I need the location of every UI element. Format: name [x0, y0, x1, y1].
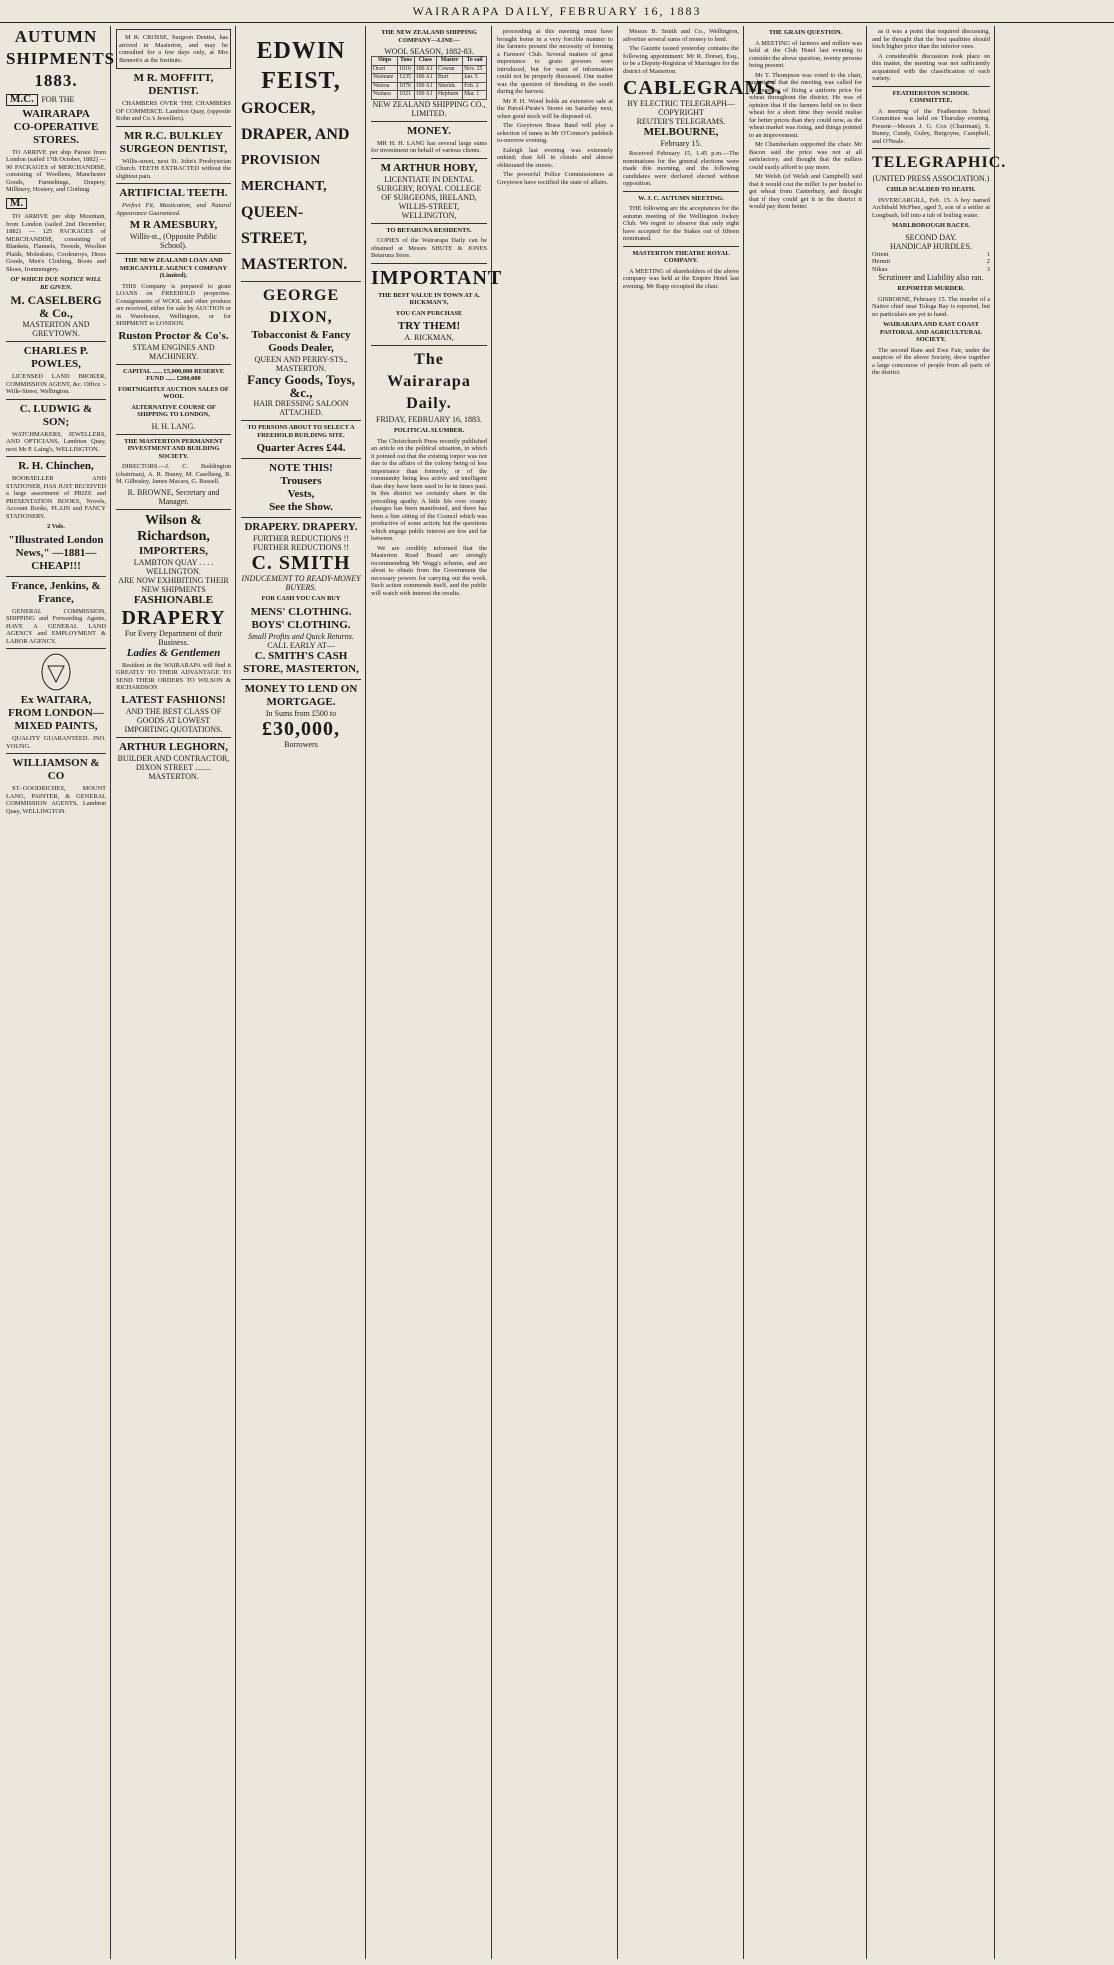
table-cell: 1016	[398, 65, 414, 74]
slumber-title: POLITICAL SLUMBER.	[393, 427, 465, 434]
col5-body-5: The powerful Police Commissioners at Greytown have rectified the state of affairs.	[497, 171, 613, 186]
drapery-title: DRAPERY	[121, 606, 226, 629]
legorn-sub: BUILDER AND CONTRACTOR, DIXON STREET ........ MASTERTON.	[117, 753, 230, 781]
table-cell: Waimate	[372, 74, 398, 83]
vols-label: 2 Vols.	[47, 523, 65, 530]
trythem-label: TRY THEM!	[397, 320, 461, 332]
column-8	[868, 26, 1007, 1959]
persons-label: TO PERSONS ABOUT TO SELECT A FREEHOLD BUILDING SITE.	[247, 424, 355, 439]
note-this: NOTE THIS!	[269, 462, 333, 474]
waitara-title: Ex WAITARA, FROM LONDON—MIXED PAINTS,	[8, 694, 104, 732]
col8-body-2: A considerable discussion took place on this matter, the meeting was not sufficiently acquainted with the classification of each variety.	[872, 52, 990, 82]
dixon-name: GEORGE DIXON,	[262, 287, 340, 326]
advantage-body: Resident in the WAIRARAPA will find it GREATLY TO THEIR ADVANTAGE TO SEND THEIR ORDERS TO WILSON & RICHARDSON	[116, 661, 231, 691]
cash-label: FOR CASH YOU CAN BUY	[261, 595, 341, 602]
theatre-title: MASTERTON THEATRE ROYAL COMPANY.	[632, 249, 730, 264]
column-rule	[866, 26, 867, 1959]
column-rule	[743, 26, 744, 1959]
featherston-title: FEATHERSTON SCHOOL COMMITTEE.	[892, 89, 970, 104]
money-title: MONEY.	[407, 124, 451, 137]
tobacconist-label: Tobacconist & Fancy Goods Dealer,	[251, 329, 351, 354]
table-header-cell: Ships	[372, 57, 398, 66]
draper-label: DRAPER, AND	[241, 126, 350, 143]
table-cell: Mar. 1	[463, 91, 487, 100]
table-row	[372, 74, 487, 83]
race-results	[872, 251, 990, 274]
lowest-quotations: AND THE BEST CLASS OF GOODS AT LOWEST IMPORTING QUOTATIONS.	[124, 706, 223, 734]
col5-body-2: Mr P. H. Wood holds an extensive sale at the Parcel-Pirate's Stores on Saturday next, when good stock will be disposed of.	[497, 97, 613, 120]
daily-title: The Wairarapa Daily.	[387, 351, 471, 412]
call-early: CALL EARLY AT—	[267, 640, 335, 650]
willis-street: WILLIS-STREET, WELLINGTON,	[398, 201, 460, 220]
scalded-title: CHILD SCALDED TO DEATH.	[886, 186, 976, 193]
feist-name: EDWIN FEIST,	[256, 38, 346, 94]
shipment-ad-2: TO ARRIVE per ship Mountain, from London (sailed 2nd December, 1882) — 125 PACKAGES of MERCHANDISE, consisting of Blankets, Flannels, Tweeds, Woollen Plaids, Moleskins, Cordeuroys, Dress Goods, Men's Clothing, Boots and Shoes, Ironmongery.	[6, 213, 106, 273]
race-result	[872, 266, 990, 274]
williamson-title: WILLIAMSON & CO	[12, 757, 100, 782]
table-cell: Hepburn	[437, 91, 463, 100]
youcan-label: YOU CAN PURCHASE	[395, 309, 463, 317]
france-body: GENERAL COMMISSION, SHIPPING and Forwarding Agents, HAVE A GENERAL LAND AGENCY and EMPLOYMENT & LABOR AGENCY.	[6, 607, 106, 645]
race-result	[872, 258, 990, 266]
col5-body-3: The Greytown Brass Band will play a selection of tunes in Mr O'Connor's paddock to-morrow evening.	[497, 122, 613, 144]
notice-tagline: OF WHICH DUE NOTICE WILL BE GIVEN.	[10, 276, 102, 291]
drapery-drapery: DRAPERY. DRAPERY.	[244, 521, 358, 533]
hoby-title: M ARTHUR HOBY,	[380, 161, 478, 174]
nzloan-body: THIS Company is prepared to grant LOANS on FREEHOLD properties. Consignments of WOOL and other produce are received, either for sale by AUCTION or in Warehouse, Wellington, or for SHIPMENT to LONDON.	[116, 282, 231, 327]
featherston-body: A meeting of the Featherston School Committee was held on Thursday evening. Present—Messrs J. G. Cox (Chairman), S. Bunny, Cundy, Guley, Burgoyne, Campbell, and O'Neale.	[872, 107, 990, 145]
col6-body-2: The Gazette issued yesterday contains the following appointment: Mr R. Dorset, Esq., to be a Deputy-Registrar of Marriages for the district of Masterton.	[623, 45, 739, 75]
ludwig-title: C. LUDWIG & SON;	[19, 402, 93, 428]
capital-line: CAPITAL ...... £5,000,000 RESERVE FUND ...... £200,000	[122, 367, 225, 382]
race-result	[872, 251, 990, 259]
legorn-title: ARTHUR LEGHORN,	[118, 740, 228, 753]
autumn-meeting-title: W. J. C. AUTUMN MEETING.	[638, 194, 724, 202]
chinchen-title: R. H. Chinchen,	[18, 460, 94, 472]
caselberg-location: MASTERTON AND GREYTOWN.	[22, 320, 90, 338]
murder-title: REPORTED MURDER.	[897, 285, 965, 292]
alternative-shipping: ALTERNATIVE COURSE OF SHIPPING TO LONDON,	[131, 403, 216, 418]
horse-name: Hermit	[872, 258, 891, 265]
table-cell: 100 A1	[414, 82, 436, 91]
latest-fashions: LATEST FASHIONS!	[121, 693, 226, 706]
column-4	[367, 26, 503, 1959]
masterton-label: MASTERTON.	[241, 256, 348, 273]
grain-title: THE GRAIN QUESTION.	[768, 29, 843, 36]
queen-street-label: QUEEN-STREET,	[241, 204, 307, 247]
autumn-meeting-body: THE following are the acceptances for the autumn meeting of the Wellington Jockey Club. We regret to observe that only eight have accepted for the Stakes out of fifteen nominated.	[623, 205, 739, 242]
table-header-cell: Class	[414, 57, 436, 66]
reductions-label: FURTHER REDUCTIONS !! FURTHER REDUCTIONS !!	[253, 534, 349, 552]
table-cell: Cowan	[437, 65, 463, 74]
table-cell: 100 A1	[414, 65, 436, 74]
murder-body: GISBORNE, February 15. The murder of a Native chief near Tologa Bay is reported, but no particulars are yet to hand.	[872, 295, 990, 318]
lang-sign: H. H. LANG.	[151, 421, 196, 431]
column-rule	[617, 26, 618, 1959]
col5-body-1: proceeding at this meeting must have brought home in a very forcible manner to the farmers present the necessity of forming a Farmers' Club. Several matters of great importance to grain growers were introduced, but for want of information could not be properly discussed. One matter was the question of threshing in the south during the harvest.	[497, 28, 613, 95]
for-the: FOR THE	[41, 95, 75, 104]
horse-name: Orient	[872, 250, 889, 258]
grain-body-1: A MEETING of farmers and millers was held at the Club Hotel last evening to consider the above question, twenty persons being present.	[749, 39, 862, 69]
second-day: SECOND DAY.	[905, 232, 957, 242]
value-label: THE BEST VALUE IN TOWN AT A. RICKMAN'S,	[378, 291, 480, 306]
scratched-label: Scrutineer and Liability also ran.	[878, 273, 984, 282]
artificial-teeth-title: ARTIFICIAL TEETH.	[119, 187, 228, 199]
rickman-sign: A. RICKMAN,	[404, 333, 454, 342]
cash-store: C. SMITH'S CASH STORE, MASTERTON,	[243, 649, 359, 675]
bulkley-body: Willis-street, next St. John's Presbyterian Church. TEETH EXTRACTED without the slightest pain.	[116, 157, 231, 180]
scalded-body: INVERCARGILL, Feb. 15. A boy named Archibald McPhee, aged 5, son of a settler at Longbush, fell into a tub of boiling water.	[872, 196, 990, 219]
caselberg-company: M. CASELBERG & Co.,	[10, 293, 102, 320]
table-cell: Waitara	[372, 91, 398, 100]
co-operative-stores: CO-OPERATIVE STORES.	[13, 120, 99, 146]
crest-icon	[36, 652, 76, 692]
pastoral-title: WAIRARAPA AND EAST COAST PASTORAL AND AGRICULTURAL SOCIETY.	[879, 321, 983, 343]
press-label: (UNITED PRESS ASSOCIATION.)	[872, 174, 990, 183]
slumber-body-1: The Christchurch Press recently published an article on the political situation, in which it pointed out that the existing torpor was not due to the affairs of the colony being of less importance than formerly, or of the community being less active and intelligent than they have been used to be in times past. In this district we certainly share in the prevailing apathy. A little life over county changes has been manifested, and there has been a fine sitting of the Council which was productive of some action; but the questions which engage public interest are few and far between.	[371, 437, 487, 542]
table-cell: 100 A1	[414, 91, 436, 100]
permanent-society: THE MASTERTON PERMANENT INVESTMENT AND BUILDING SOCIETY.	[124, 437, 223, 460]
melbourne-label: MELBOURNE,	[643, 126, 719, 138]
borrowers-label: Borrowers	[284, 739, 318, 749]
nz-shipping-co: NEW ZEALAND SHIPPING CO., LIMITED.	[372, 99, 486, 118]
m-badge: M.	[6, 198, 27, 210]
col5-body-4: Ealeigh last evening was extremely unkind; dust fell in clouds and almost obliterated the streets.	[497, 146, 613, 169]
feb15-label: February 15.	[660, 139, 702, 148]
table-cell: 1076	[398, 82, 414, 91]
col8-body-1: as it was a point that required discussing, and he thought that the best qualities should fetch higher price than the inferior ones.	[872, 28, 990, 50]
table-row	[372, 82, 487, 91]
table-cell: Feb. 2	[463, 82, 487, 91]
pastoral-body: The second Ram and Ewe Fair, under the auspices of the above Society, drew together a large concourse of people from all parts of the district.	[872, 346, 990, 376]
fashionable-label: FASHIONABLE	[133, 593, 214, 606]
column-rule	[994, 26, 995, 1959]
bycable-label: BY ELECTRIC TELEGRAPH—COPYRIGHT	[627, 99, 735, 117]
column-3	[237, 26, 365, 1959]
quarter-acres: Quarter Acres £44.	[256, 442, 346, 454]
reuters-label: REUTER'S TELEGRAMS.	[636, 117, 726, 126]
table-header-cell: To sail	[463, 57, 487, 66]
horse-place: 1	[986, 250, 990, 258]
grocer-label: GROCER,	[241, 100, 316, 117]
mc-badge: M.C.	[6, 94, 38, 106]
mens-clothing: MENS' CLOTHING.	[250, 605, 352, 618]
grain-body-2: Mr T. Thompson was voted to the chair, and stated that the meeting was called for the purpose of fixing a uniform price for wheat throughout the district. He was of opinion that if the farmers held on to their wheat for a short time they would realise far better prices than they could now, as the wheat market was rising, and things pointed to an improvement.	[749, 71, 862, 139]
table-cell: Burt	[437, 74, 463, 83]
dentist-label: LICENTIATE IN DENTAL SURGERY, ROYAL COLLEGE OF SURGEONS, IRELAND,	[376, 174, 482, 202]
horse-place: 2	[986, 258, 990, 265]
chinchen-body: BOOKSELLER AND STATIONER, HAS JUST RECEIVED a large assortment of PRIZE and PRESENTATION BOOKS, Novels, Account Books, PLAIN and FANCY STATIONERY.	[6, 475, 106, 520]
williamson-body: ST.-GOODRICHES, MOUNT LANG, PAINTER, & GENERAL COMMISSION AGENTS, Lambton Quay, WELLINGTON.	[6, 785, 106, 815]
sums-label: In Sums from £500 to	[265, 708, 337, 718]
money-mortgage: MONEY TO LEND ON MORTGAGE.	[244, 682, 358, 708]
table-cell: Nov. 25	[463, 65, 487, 74]
forevery-label: For Every Department of their Business.	[124, 628, 223, 647]
important-title: IMPORTANT	[371, 266, 503, 289]
hairdress-label: HAIR DRESSING SALOON ATTACHED.	[253, 399, 349, 417]
races-title: MARLBOROUGH RACES.	[892, 222, 970, 229]
telegraphic-title: TELEGRAPHIC.	[872, 154, 1007, 171]
table-cell: 1021	[398, 91, 414, 100]
inducement-label: INDUCEMENT TO READY-MONEY BUYERS.	[241, 574, 361, 592]
waitara-body: QUALITY GUARANTEED. JNO. YOUNG.	[6, 735, 106, 750]
shipping-table	[371, 56, 487, 100]
column-1	[2, 26, 116, 1959]
table-cell: Jan. 5	[463, 74, 487, 83]
table-cell: 1235	[398, 74, 414, 83]
wairarapa-label: WAIRARAPA	[22, 107, 90, 120]
small-profits: Small Profits and Quick Returns.	[248, 631, 354, 641]
horse-name: Nikau	[872, 265, 888, 273]
column-rule	[491, 26, 492, 1959]
boys-clothing: BOYS' CLOTHING.	[251, 618, 351, 631]
column-7	[745, 26, 866, 1959]
importers-label: IMPORTERS,	[139, 544, 208, 557]
artificial-teeth-body: Perfect Fit, Mastication, and Natural Appearance Guaranteed.	[116, 202, 231, 217]
powles-body: LICENSED LAND BROKER, COMMISSION AGENT, &c. Office :- Wille-Street, Wellington.	[6, 373, 106, 395]
table-cell: Shields	[437, 82, 463, 91]
wilson-title: Wilson & Richardson,	[137, 512, 210, 544]
tobetaruna: TO BETARUNA RESIDENTS.	[386, 226, 472, 234]
ladies-label: Ladies & Gentlemen	[126, 646, 221, 659]
table-row	[372, 91, 487, 100]
browne-sign: R. BROWNE, Secretary and Manager.	[127, 487, 220, 506]
shipment-ad-1: TO ARRIVE per ship Parsee from London (sailed 17th October, 1882) — 90 PACKAGES of MERCHANDISE, consisting of Woollens, Manchester Goods, Furnishings, Drapery, Millinery, Hosiery, and Clothing.	[6, 148, 106, 193]
hurdles-label: HANDICAP HURDLES.	[890, 241, 972, 251]
column-5	[493, 26, 617, 1959]
money-body: MR H. H. LANG has several large sums for investment on behalf of various clients.	[371, 139, 487, 154]
trousers-label: Trousers	[280, 475, 322, 487]
theatre-body: A MEETING of shareholders of the above company was held at the Empire Hotel last evening. Mr Rapp occupied the chair.	[623, 267, 739, 290]
autumn-shipments-title: AUTUMN SHIPMENTS 1883.	[6, 27, 116, 90]
table-cell: Wairoa	[372, 82, 398, 91]
see-show: See the Show.	[269, 501, 333, 513]
horse-place: 3	[986, 265, 990, 273]
moffitt-title: M R. MOFFITT, DENTIST.	[133, 72, 214, 97]
provision-label: PROVISION MERCHANT,	[241, 153, 327, 194]
slumber-body-2: We are credibly informed that the Masterton Road Board are strongly recommending Mr Wagg's scheme, and are about to obtain from the Government the necessary powers for carrying out the work. Such action commends itself, and the public will watch with interest the results.	[371, 544, 487, 597]
column-rule	[235, 26, 236, 1959]
cablegrams-title: CABLEGRAMS.	[623, 77, 783, 99]
wool-season: WOOL SEASON, 1882-83.	[384, 47, 474, 56]
copies-body: COPIES of the Wairarapa Daily can be obtained at Messrs SHUTE & JONES Betaruna Store.	[371, 237, 487, 259]
crosse-ad: M R. CROSSE, Surgeon Dentist, has arrived in Masterton, and may be consulted for a few days only, at Mrs Bennett's at the Institute.	[119, 34, 228, 64]
amount-label: £30,000,	[262, 717, 340, 740]
column-6	[619, 26, 783, 1959]
lambton-label: LAMBTON QUAY . . . . WELLINGTON.	[133, 557, 214, 576]
fancy-goods: Fancy Goods, Toys, &c.,	[247, 372, 355, 400]
grain-body-3: Mr Chamberlain supported the chair. Mr Bacon said the price was not at all satisfactory, and thought that the millers could easily afford to pay more.	[749, 141, 862, 171]
column-rule	[365, 26, 366, 1959]
powles-title: CHARLES P. POWLES,	[23, 345, 89, 370]
col6-body-1: Messrs B. Smith and Co., Wellington, advertise several sums of money to lend.	[623, 28, 739, 43]
nz-shipping-title: THE NEW ZEALAND SHIPPING COMPANY—LINE—	[381, 29, 477, 44]
ruston-sub: STEAM ENGINES AND MACHINERY.	[132, 342, 215, 361]
amesbury-title: M R AMESBURY,	[129, 219, 218, 231]
column-rule	[110, 26, 111, 1959]
melbourne-body: Received February 15, 1.45 p.m.—The nominations for the general elections were made this morning, and the following candidates were declared elected without opposition.	[623, 150, 739, 187]
column-9	[996, 26, 1112, 1959]
table-header-cell: Tons	[398, 57, 414, 66]
bulkley-title: MR R.C. BULKLEY SURGEON DENTIST,	[119, 129, 228, 155]
vests-label: Vests,	[287, 488, 315, 500]
amesbury-body: Willis-st., (Opposite Public School).	[129, 232, 218, 250]
directors-list: DIRECTORS.—J. C. Boddington (chairman), A. R. Bunny, M. Caselberg, R. M. Gilbraley, James Macara, G. Russell.	[116, 463, 231, 485]
fortnight-sales: FORTNIGHTLY AUCTION SALES OF WOOL	[118, 385, 229, 400]
exhibiting-label: ARE NOW EXHIBITING THEIR NEW SHIPMENTS	[118, 575, 229, 594]
iln-title: "Illustrated London News," —1881— CHEAP!!!	[8, 533, 104, 572]
date-line: FRIDAY, FEBRUARY 16, 1883.	[376, 415, 482, 424]
queen-perry-label: QUEEN AND PERRY-STS., MASTERTON.	[254, 355, 348, 373]
table-header-cell: Master	[437, 57, 463, 66]
grain-body-4: Mr Welsh (of Welsh and Campbell) said that it would cost the miller 1s per bushel to get wheat from Canterbury, and thought that if they could get it in the district it would pay them better.	[749, 173, 862, 210]
nzloan-title: THE NEW ZEALAND LOAN AND MERCANTILE AGENCY COMPANY (Limited).	[119, 257, 228, 279]
masthead: WAIRARAPA DAILY, FEBRUARY 16, 1883	[0, 0, 1114, 23]
column-2	[112, 26, 235, 1959]
table-row	[372, 65, 487, 74]
ludwig-body: WATCHMAKERS, JEWELLERS, AND OPTICIANS, Lambton Quay, next Mr P. Laing's, WELLINGTON.	[6, 430, 106, 453]
table-cell: 100 A1	[414, 74, 436, 83]
ruston-title: Ruston Proctor & Co's.	[118, 329, 229, 342]
smith-name: C. SMITH	[251, 552, 351, 574]
moffitt-body: CHAMBERS OVER THE CHAMBERS OF COMMERCE. Lambton Quay, (opposite Kohn and Co.'s Jewellers).	[116, 100, 231, 122]
table-cell: Orari	[372, 65, 398, 74]
france-title: France, Jenkins, & France,	[11, 579, 101, 605]
